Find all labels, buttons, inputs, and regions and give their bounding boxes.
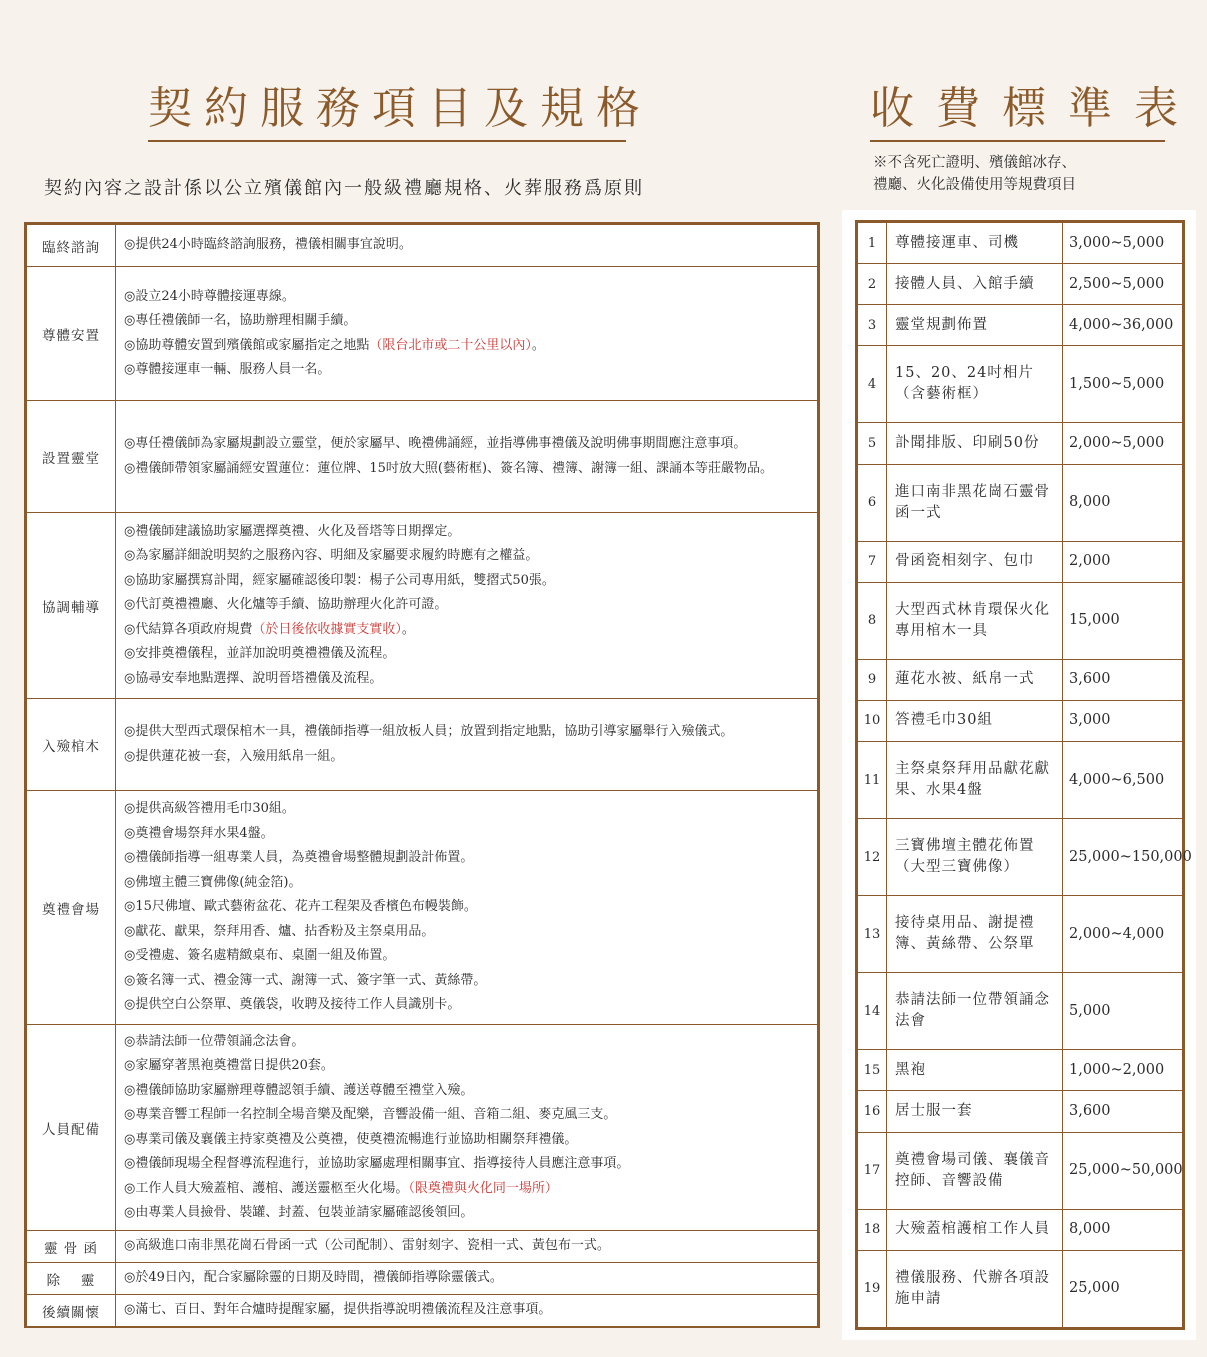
- fee-row: [858, 700, 1183, 741]
- fee-row: [858, 346, 1183, 423]
- fee-item-name: 尊體接運車、司機: [887, 223, 1063, 264]
- fee-row: [858, 541, 1183, 582]
- fee-row: [858, 659, 1183, 700]
- service-item: [124, 1152, 809, 1177]
- fee-row: [858, 819, 1183, 896]
- service-item-text: ◎專業音響工程師一名控制全場音樂及配樂，音響設備一組、音箱二組、麥克風三支。: [124, 1107, 617, 1122]
- fee-row: [858, 582, 1183, 659]
- fee-row: [858, 1250, 1183, 1327]
- fee-number: 17: [858, 1132, 887, 1209]
- service-item-text: ◎協助家屬撰寫訃聞，經家屬確認後印製：楊子公司專用紙，雙摺式50張。: [124, 572, 555, 588]
- fee-number: 13: [858, 896, 887, 973]
- service-category: 人員配備: [27, 1025, 116, 1231]
- fee-number: 7: [858, 541, 887, 582]
- contract-subtitle: 契約內容之設計係以公立殯儀館內一般級禮廳規格、火葬服務爲原則: [44, 178, 644, 199]
- service-items: [116, 791, 818, 1025]
- fee-number: 14: [858, 973, 887, 1050]
- service-item: [124, 822, 809, 847]
- service-item-text: ◎安排奠禮儀程，並詳加說明奠禮禮儀及流程。: [124, 646, 396, 662]
- fee-item-name: 答禮毛巾30組: [887, 700, 1063, 741]
- service-item: [124, 1103, 809, 1128]
- service-item: [124, 285, 809, 310]
- fee-schedule-title: 收費標準表: [870, 72, 1165, 142]
- fee-row: [858, 973, 1183, 1050]
- service-item: [124, 797, 809, 822]
- service-item: [124, 846, 809, 871]
- service-items: [116, 401, 818, 513]
- service-item-text: ◎提供空白公祭單、奠儀袋，收聘及接待工作人員識別卡。: [124, 997, 461, 1013]
- fee-number: 5: [858, 423, 887, 464]
- fee-row: [858, 464, 1183, 541]
- service-row: [27, 1231, 818, 1263]
- service-category: 尊體安置: [27, 267, 116, 401]
- services-panel: [24, 222, 820, 1328]
- service-item-text: ◎協助尊體安置到殯儀館或家屬指定之地點: [124, 337, 370, 353]
- fee-price: 2,000~4,000: [1063, 896, 1183, 973]
- service-item-text: ◎協尋安奉地點選擇、說明晉塔禮儀及流程。: [124, 670, 383, 686]
- service-row: [27, 1295, 818, 1327]
- service-item-text: ◎由專業人員撿骨、裝罐、封蓋、包裝並請家屬確認後領回。: [124, 1205, 474, 1220]
- fee-price: 25,000: [1063, 1250, 1183, 1327]
- service-category: 入殮棺木: [27, 699, 116, 791]
- fee-row: [858, 1132, 1183, 1209]
- service-item: [124, 432, 809, 457]
- fee-number: 12: [858, 819, 887, 896]
- fee-row: [858, 1050, 1183, 1091]
- service-category: 靈 骨 函: [27, 1231, 116, 1263]
- fee-row: [858, 742, 1183, 819]
- fee-item-name: 奠禮會場司儀、襄儀音控師、音響設備: [887, 1132, 1063, 1209]
- service-row: [27, 267, 818, 401]
- service-row: [27, 1025, 818, 1231]
- service-item: [124, 457, 809, 482]
- service-item-text: ◎家屬穿著黑袍奠禮當日提供20套。: [124, 1058, 334, 1073]
- service-item: [124, 334, 809, 359]
- service-category: 除 靈: [27, 1263, 116, 1295]
- service-item: [124, 1234, 809, 1259]
- service-row: [27, 401, 818, 513]
- fee-item-name: 黑袍: [887, 1050, 1063, 1091]
- fee-price: 3,000~5,000: [1063, 223, 1183, 264]
- fee-note-line-2: 禮廳、火化設備使用等規費項目: [873, 177, 1076, 193]
- service-item: [124, 642, 809, 667]
- service-item: [124, 309, 809, 334]
- service-items: [116, 1295, 818, 1327]
- service-item-text: ◎高級進口南非黑花崗石骨函一式（公司配制）、雷射刻字、瓷相一式、黃包布一式。: [124, 1238, 610, 1254]
- service-item-text: ◎工作人員大殮蓋棺、護棺、護送靈柩至火化場。: [124, 1180, 409, 1196]
- service-row: [27, 225, 818, 267]
- service-item-text: ◎禮儀師協助家屬辦理尊體認領手續、護送尊體至禮堂入殮。: [124, 1082, 474, 1098]
- service-item-text: ◎15尺佛壇、歐式藝術盆花、花卉工程架及香檳色布幔裝飾。: [124, 899, 477, 915]
- fee-number: 19: [858, 1250, 887, 1327]
- fee-price: 5,000: [1063, 973, 1183, 1050]
- service-item-text: ◎為家屬詳細說明契約之服務內容、明細及家屬要求履約時應有之權益。: [124, 548, 539, 564]
- fee-row: [858, 423, 1183, 464]
- service-item: [124, 1054, 809, 1079]
- fee-item-name: 接體人員、入館手續: [887, 264, 1063, 305]
- fee-item-name: 居士服一套: [887, 1091, 1063, 1132]
- service-category: 協調輔導: [27, 513, 116, 699]
- service-item: [124, 618, 809, 643]
- fee-item-name: 訃聞排版、印刷50份: [887, 423, 1063, 464]
- service-item: [124, 871, 809, 896]
- service-item: [124, 667, 809, 692]
- fee-number: 9: [858, 659, 887, 700]
- fee-number: 16: [858, 1091, 887, 1132]
- service-item: [124, 569, 809, 594]
- service-item: [124, 895, 809, 920]
- fee-price: 3,600: [1063, 1091, 1183, 1132]
- fee-item-name: 大型西式林肯環保火化專用棺木一具: [887, 582, 1063, 659]
- fee-price: 25,000~50,000: [1063, 1132, 1183, 1209]
- service-item: [124, 1177, 809, 1202]
- fee-number: 3: [858, 305, 887, 346]
- service-item: [124, 593, 809, 618]
- service-item-text: ◎提供高級答禮用毛巾30組。: [124, 801, 295, 817]
- service-items: [116, 1025, 818, 1231]
- fee-price: 2,000: [1063, 541, 1183, 582]
- service-row: [27, 791, 818, 1025]
- fee-row: [858, 896, 1183, 973]
- fee-item-name: 禮儀服務、代辦各項設施申請: [887, 1250, 1063, 1327]
- service-items: [116, 513, 818, 699]
- fee-note-line-1: ※不含死亡證明、殯儀館冰存、: [873, 155, 1076, 171]
- service-item-text: ◎簽名簿一式、禮金簿一式、謝簿一式、簽字筆一式、黃絲帶。: [124, 972, 487, 988]
- fee-price: 8,000: [1063, 464, 1183, 541]
- service-item-text: ◎禮儀師建議協助家屬選擇奠禮、火化及晉塔等日期擇定。: [124, 523, 461, 539]
- fee-price: 2,500~5,000: [1063, 264, 1183, 305]
- fee-number: 6: [858, 464, 887, 541]
- service-item: [124, 1201, 809, 1226]
- service-item-text: ◎奠禮會場祭拜水果4盤。: [124, 825, 274, 841]
- fee-price: 3,600: [1063, 659, 1183, 700]
- service-row: [27, 1263, 818, 1295]
- service-item: [124, 944, 809, 969]
- fee-item-name: 靈堂規劃佈置: [887, 305, 1063, 346]
- service-item-text: ◎尊體接運車一輛、服務人員一名。: [124, 362, 331, 377]
- service-item-text: ◎代結算各項政府規費: [124, 621, 253, 637]
- service-item-text: ◎滿七、百日、對年合爐時提醒家屬，提供指導說明禮儀流程及注意事項。: [124, 1302, 552, 1318]
- fee-item-name: 15、20、24吋相片（含藝術框）: [887, 346, 1063, 423]
- contract-services-title: 契約服務項目及規格: [148, 72, 626, 142]
- service-items: [116, 267, 818, 401]
- fee-row: [858, 1209, 1183, 1250]
- service-item-text: ◎於49日內，配合家屬除靈的日期及時間，禮儀師指導除靈儀式。: [124, 1270, 503, 1286]
- service-item-text: 。: [401, 621, 415, 637]
- fee-price: 2,000~5,000: [1063, 423, 1183, 464]
- fee-number: 1: [858, 223, 887, 264]
- fee-row: [858, 264, 1183, 305]
- service-item: [124, 993, 809, 1018]
- service-items: [116, 1231, 818, 1263]
- fee-item-name: 蓮花水被、紙帛一式: [887, 659, 1063, 700]
- service-category: 臨終諮詢: [27, 225, 116, 267]
- service-item-text: ◎提供24小時臨終諮詢服務，禮儀相關事宜說明。: [124, 237, 412, 253]
- fee-number: 15: [858, 1050, 887, 1091]
- fee-price: 1,000~2,000: [1063, 1050, 1183, 1091]
- service-item-text: ◎禮儀師指導一組專業人員，為奠禮會場整體規劃設計佈置。: [124, 850, 474, 866]
- service-item-text: ◎代訂奠禮禮廳、火化爐等手續、協助辦理火化許可證。: [124, 597, 448, 613]
- service-item-text: ◎專業司儀及襄儀主持家奠禮及公奠禮，使奠禮流暢進行並協助相關祭拜禮儀。: [124, 1131, 578, 1147]
- service-row: [27, 513, 818, 699]
- service-items: [116, 1263, 818, 1295]
- service-item: [124, 520, 809, 545]
- service-item-text: ◎專任禮儀師為家屬規劃設立靈堂，便於家屬早、晚禮佛誦經，並指導佛事禮儀及說明佛事期間應注意事項。: [124, 436, 747, 451]
- service-item-text: ◎提供大型西式環保棺木一具，禮儀師指導一組放板人員；放置到指定地點，協助引導家屬舉行入殮儀式。: [124, 724, 734, 739]
- fee-price: 8,000: [1063, 1209, 1183, 1250]
- fee-price: 1,500~5,000: [1063, 346, 1183, 423]
- service-item-text: ◎獻花、獻果，祭拜用香、爐、拈香粉及主祭桌用品。: [124, 923, 435, 939]
- highlight-note: （於日後依收據實支實收）: [252, 621, 402, 637]
- service-item-text: ◎提供蓮花被一套，入殮用紙帛一組。: [124, 748, 344, 764]
- fee-row: [858, 305, 1183, 346]
- service-item: [124, 1030, 809, 1055]
- service-item: [124, 1298, 809, 1323]
- service-item: [124, 969, 809, 994]
- fee-number: 18: [858, 1209, 887, 1250]
- service-item: [124, 233, 809, 258]
- fee-number: 11: [858, 742, 887, 819]
- service-item-text: ◎禮儀師帶領家屬誦經安置蓮位：蓮位牌、15吋放大照(藝術框)、簽名簿、禮簿、謝簿一組、課誦本等莊嚴物品。: [124, 460, 774, 476]
- service-item-text: 。: [531, 337, 545, 353]
- service-item-text: ◎佛壇主體三寶佛像(純金箔)。: [124, 874, 302, 890]
- service-item: [124, 544, 809, 569]
- fee-item-name: 主祭桌祭拜用品獻花獻果、水果4盤: [887, 742, 1063, 819]
- highlight-note: （限奠禮與火化同一場所）: [408, 1180, 558, 1196]
- service-item-text: ◎恭請法師一位帶領誦念法會。: [124, 1033, 305, 1049]
- fee-price: 25,000~150,000: [1063, 819, 1183, 896]
- service-item: [124, 358, 809, 383]
- service-item-text: ◎設立24小時尊體接運專線。: [124, 288, 295, 304]
- fee-item-name: 接待桌用品、謝提禮簿、黃絲帶、公祭單: [887, 896, 1063, 973]
- fee-number: 10: [858, 700, 887, 741]
- fee-item-name: 恭請法師一位帶領誦念法會: [887, 973, 1063, 1050]
- service-category: 後續關懷: [27, 1295, 116, 1327]
- services-table: [26, 224, 818, 1327]
- fee-price: 4,000~6,500: [1063, 742, 1183, 819]
- fee-item-name: 三寶佛壇主體花佈置（大型三寶佛像）: [887, 819, 1063, 896]
- fee-table: [857, 222, 1192, 1328]
- service-category: 奠禮會場: [27, 791, 116, 1025]
- fee-item-name: 骨函瓷相刻字、包巾: [887, 541, 1063, 582]
- service-item-text: ◎受禮處、簽名處精緻桌布、桌圍一組及佈置。: [124, 948, 396, 964]
- service-item: [124, 1128, 809, 1153]
- service-item: [124, 1079, 809, 1104]
- fee-price: 3,000: [1063, 700, 1183, 741]
- fee-row: [858, 1091, 1183, 1132]
- service-item: [124, 1266, 809, 1291]
- service-category: 設置靈堂: [27, 401, 116, 513]
- fee-price: 15,000: [1063, 582, 1183, 659]
- fee-number: 8: [858, 582, 887, 659]
- service-item: [124, 745, 809, 770]
- service-item: [124, 720, 809, 745]
- fee-price: 4,000~36,000: [1063, 305, 1183, 346]
- fee-item-name: 大殮蓋棺護棺工作人員: [887, 1209, 1063, 1250]
- fee-number: 2: [858, 264, 887, 305]
- service-items: [116, 699, 818, 791]
- service-item-text: ◎專任禮儀師一名，協助辦理相關手續。: [124, 313, 357, 328]
- fee-item-name: 進口南非黑花崗石靈骨函一式: [887, 464, 1063, 541]
- fee-panel: [855, 220, 1192, 1330]
- highlight-note: （限台北市或二十公里以內）: [369, 337, 532, 353]
- service-item: [124, 920, 809, 945]
- service-item-text: ◎禮儀師現場全程督導流程進行，並協助家屬處理相關事宜、指導接待人員應注意事項。: [124, 1156, 630, 1171]
- fee-number: 4: [858, 346, 887, 423]
- fee-note: [873, 152, 1076, 196]
- fee-row: [858, 223, 1183, 264]
- service-items: [116, 225, 818, 267]
- service-row: [27, 699, 818, 791]
